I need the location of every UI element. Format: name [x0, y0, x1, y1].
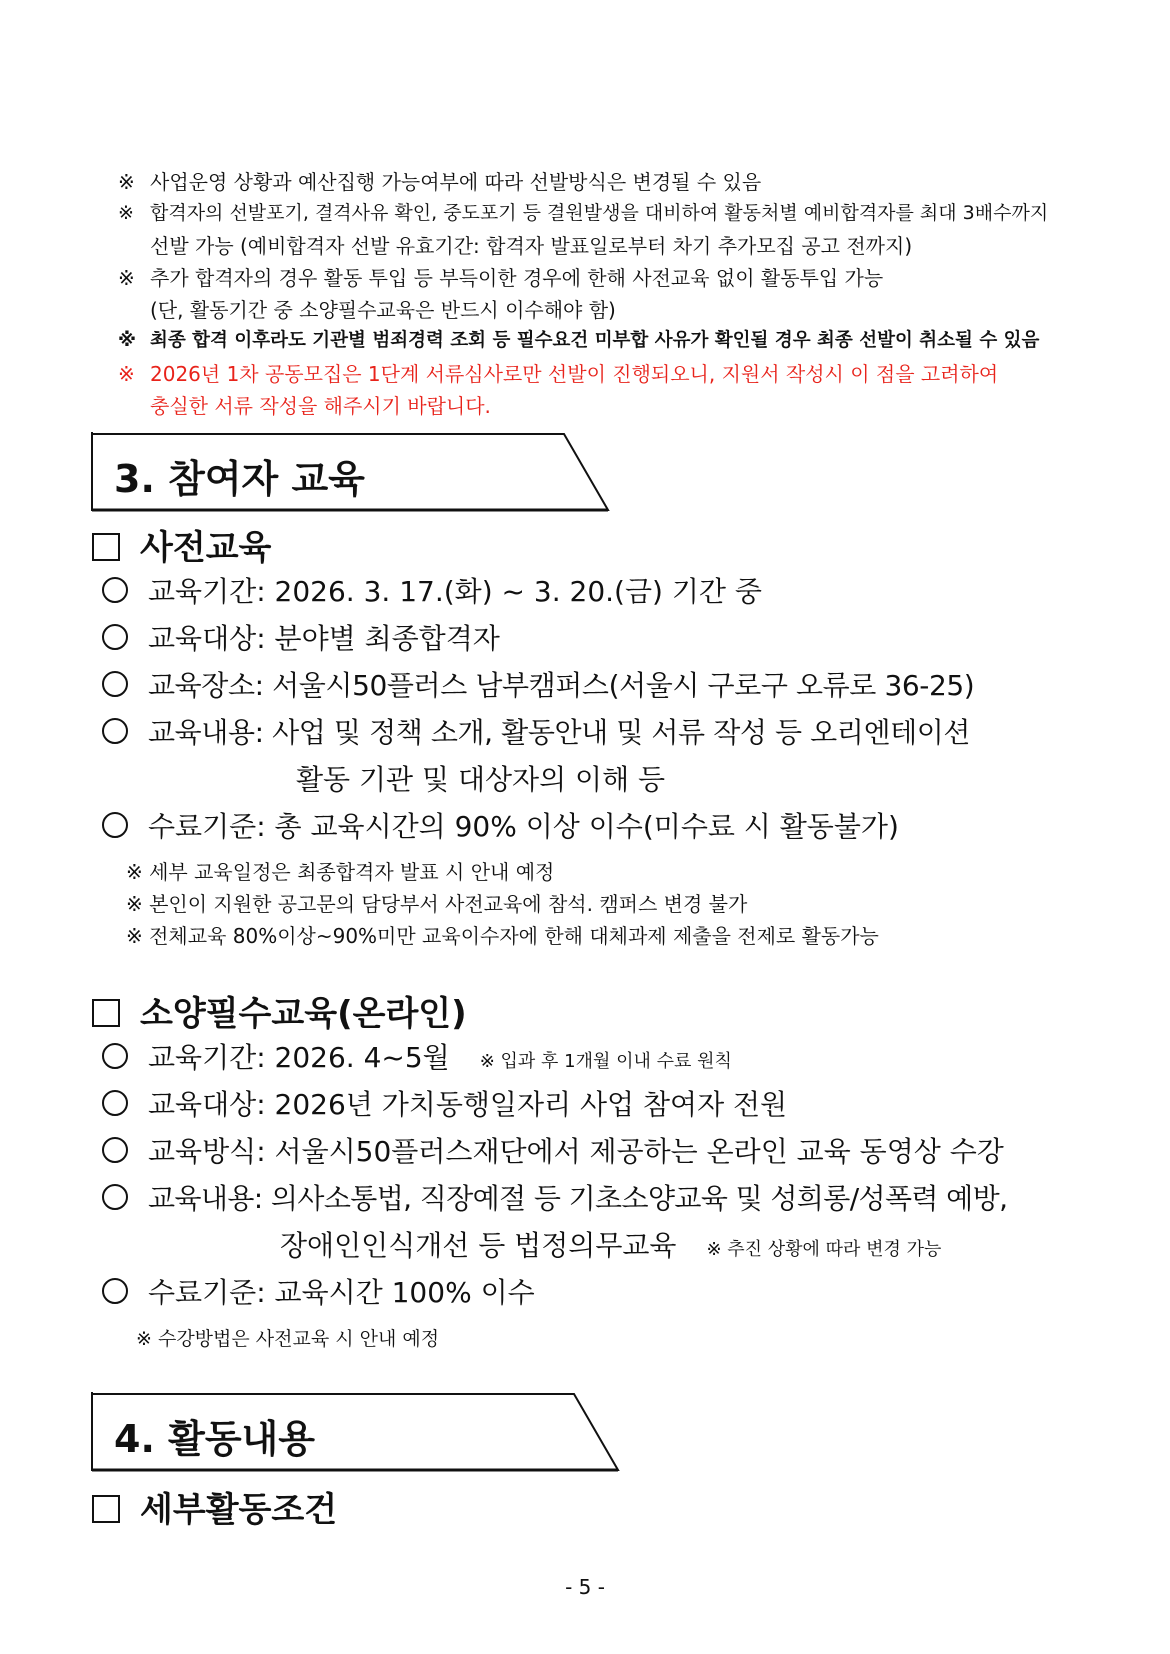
circle-bullet-icon	[102, 624, 128, 650]
list-item	[102, 1130, 1004, 1170]
list-item	[102, 1271, 535, 1311]
list-item	[102, 664, 974, 704]
item-text: 교육기간: 2026. 3. 17.(화) ~ 3. 20.(금) 기간 중	[148, 575, 762, 608]
heading-text: 사전교육	[140, 528, 272, 568]
list-item	[102, 1083, 787, 1123]
inline-note: ※ 추진 상황에 따라 변경 가능	[706, 1239, 942, 1260]
note-text: 사업운영 상황과 예산집행 가능여부에 따라 선발방식은 변경될 수 있음	[150, 170, 762, 194]
circle-bullet-icon	[102, 812, 128, 838]
section-3-header	[90, 432, 610, 512]
list-item	[102, 617, 500, 657]
inline-note: ※ 입과 후 1개월 이내 수료 원칙	[479, 1051, 732, 1072]
section-title: 4. 활동내용	[114, 1417, 315, 1461]
note-text: 추가 합격자의 경우 활동 투입 등 부득이한 경우에 한해 사전교육 없이 활동투입 가능	[150, 266, 884, 290]
note-text: 2026년 1차 공동모집은 1단계 서류심사로만 선발이 진행되오니, 지원서 작성시 이 점을 고려하여	[150, 362, 999, 386]
note-2-cont: 선발 가능 (예비합격자 선발 유효기간: 합격자 발표일로부터 차기 추가모집 공고 전까지)	[150, 234, 913, 258]
list-item	[102, 1177, 1007, 1217]
item-text: 장애인인식개선 등 법정의무교육	[280, 1229, 677, 1262]
heading-text: 소양필수교육(온라인)	[140, 994, 467, 1034]
circle-bullet-icon	[102, 671, 128, 697]
sub-note: ※ 세부 교육일정은 최종합격자 발표 시 안내 예정	[126, 860, 555, 884]
circle-bullet-icon	[102, 1278, 128, 1304]
page-number: - 5 -	[565, 1575, 605, 1599]
list-item	[102, 1036, 732, 1076]
list-item	[102, 805, 899, 845]
reference-mark: ※	[118, 362, 135, 386]
note-2	[118, 198, 1048, 225]
circle-bullet-icon	[102, 1090, 128, 1116]
reference-mark: ※	[118, 202, 134, 224]
circle-bullet-icon	[102, 718, 128, 744]
checkbox-square-icon	[92, 1495, 120, 1523]
item-continuation: 활동 기관 및 대상자의 이해 등	[296, 763, 666, 796]
sub-note: ※ 수강방법은 사전교육 시 안내 예정	[136, 1328, 440, 1350]
note-5	[118, 358, 998, 387]
item-text: 교육내용: 사업 및 정책 소개, 활동안내 및 서류 작성 등 오리엔테이션	[148, 716, 971, 749]
circle-bullet-icon	[102, 1137, 128, 1163]
reference-mark: ※	[118, 170, 135, 194]
subsection-heading-pre	[92, 520, 271, 569]
note-1	[118, 166, 761, 195]
note-3	[118, 262, 883, 291]
sub-note: ※ 전체교육 80%이상~90%미만 교육이수자에 한해 대체과제 제출을 전제로 활동가능	[126, 924, 879, 948]
reference-mark: ※	[118, 330, 136, 351]
item-text: 수료기준: 교육시간 100% 이수	[148, 1276, 535, 1309]
subsection-heading-activity	[92, 1482, 337, 1531]
checkbox-square-icon	[92, 533, 120, 561]
note-4	[118, 326, 1039, 352]
list-item	[102, 570, 762, 610]
item-text: 수료기준: 총 교육시간의 90% 이상 이수(미수료 시 활동불가)	[148, 810, 899, 843]
checkbox-square-icon	[92, 999, 120, 1027]
item-continuation	[280, 1224, 941, 1264]
circle-bullet-icon	[102, 1043, 128, 1069]
item-text: 교육기간: 2026. 4~5월	[148, 1041, 450, 1074]
item-text: 교육내용: 의사소통법, 직장예절 등 기초소양교육 및 성희롱/성폭력 예방,	[148, 1182, 1008, 1215]
note-text: 최종 합격 이후라도 기관별 범죄경력 조회 등 필수요건 미부합 사유가 확인될 경우 최종 선발이 취소될 수 있음	[150, 330, 1040, 351]
section-title: 3. 참여자 교육	[114, 457, 365, 501]
item-text: 교육대상: 분야별 최종합격자	[148, 622, 500, 655]
circle-bullet-icon	[102, 577, 128, 603]
note-3-cont: (단, 활동기간 중 소양필수교육은 반드시 이수해야 함)	[150, 298, 616, 322]
item-text: 교육대상: 2026년 가치동행일자리 사업 참여자 전원	[148, 1088, 788, 1121]
circle-bullet-icon	[102, 1184, 128, 1210]
list-item	[102, 711, 970, 751]
item-text: 교육방식: 서울시50플러스재단에서 제공하는 온라인 교육 동영상 수강	[148, 1135, 1004, 1168]
heading-text: 세부활동조건	[140, 1490, 338, 1530]
note-text: 합격자의 선발포기, 결격사유 확인, 중도포기 등 결원발생을 대비하여 활동처별 예비합격자를 최대 3배수까지	[150, 202, 1049, 224]
note-5-cont: 충실한 서류 작성을 해주시기 바랍니다.	[150, 394, 491, 418]
reference-mark: ※	[118, 266, 135, 290]
subsection-heading-online	[92, 986, 467, 1035]
sub-note: ※ 본인이 지원한 공고문의 담당부서 사전교육에 참석. 캠퍼스 변경 불가	[126, 892, 748, 916]
item-text: 교육장소: 서울시50플러스 남부캠퍼스(서울시 구로구 오류로 36-25)	[148, 669, 975, 702]
section-4-header	[90, 1392, 620, 1472]
